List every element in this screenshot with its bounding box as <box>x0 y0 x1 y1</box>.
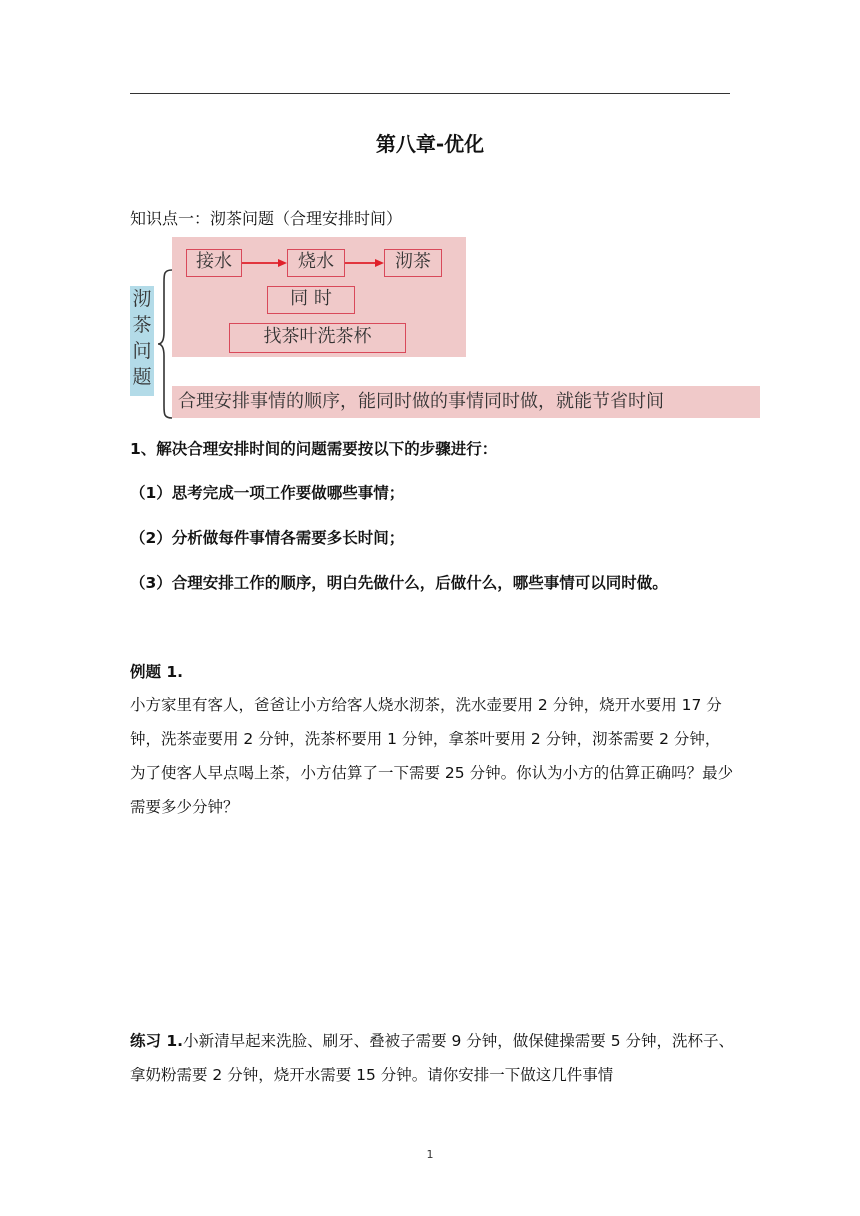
page-title: 第八章-优化 <box>375 132 485 156</box>
side-label-char: 问 <box>132 340 152 362</box>
steps-heading: 1、解决合理安排时间的问题需要按以下的步骤进行： <box>130 440 498 458</box>
diagram-summary: 合理安排事情的顺序，能同时做的事情同时做，就能节省时间 <box>172 386 760 418</box>
step-item: （2）分析做每件事情各需要多长时间； <box>130 529 405 547</box>
side-label-char: 题 <box>132 366 152 388</box>
box-zhaocha: 找茶叶洗茶杯 <box>229 323 406 353</box>
arrow-right-icon <box>345 259 384 267</box>
page-number: 1 <box>426 1148 434 1161</box>
side-label-char: 茶 <box>132 314 152 336</box>
arrow-right-icon <box>242 259 287 267</box>
box-qicha: 沏茶 <box>384 249 442 277</box>
step-item: （3）合理安排工作的顺序，明白先做什么，后做什么，哪些事情可以同时做。 <box>130 574 668 592</box>
knowledge-point-heading: 知识点一：沏茶问题（合理安排时间） <box>130 209 403 228</box>
step-item: （1）思考完成一项工作要做哪些事情； <box>130 484 405 502</box>
diagram-side-label <box>130 286 154 396</box>
practice-label: 练习 1. <box>130 1032 184 1050</box>
example-body: 小方家里有客人，爸爸让小方给客人烧水沏茶，洗水壶要用 2 分钟，烧开水要用 17 分钟，洗茶壶要用 2 分钟，洗茶杯要用 1 分钟，拿茶叶要用 2 分钟，沏茶需要 2 分钟，为了使客人早点喝上茶，小方估算了一下需要 25 分钟。你认为小方的估算正确吗？最少需要多少分钟？ <box>130 696 734 816</box>
box-tongshi: 同 时 <box>267 286 355 314</box>
header-rule <box>130 93 730 94</box>
box-jieshui: 接水 <box>186 249 242 277</box>
flow-arrows <box>172 237 466 357</box>
box-shaoshui: 烧水 <box>287 249 345 277</box>
example-title: 例题 1. <box>130 663 184 681</box>
practice-paragraph <box>130 1024 734 1092</box>
side-label-char: 沏 <box>132 288 152 310</box>
practice-body: 小新清早起来洗脸、刷牙、叠被子需要 9 分钟，做保健操需要 5 分钟，洗杯子、拿奶粉需要 2 分钟，烧开水需要 15 分钟。请你安排一下做这几件事情 <box>130 1032 735 1084</box>
